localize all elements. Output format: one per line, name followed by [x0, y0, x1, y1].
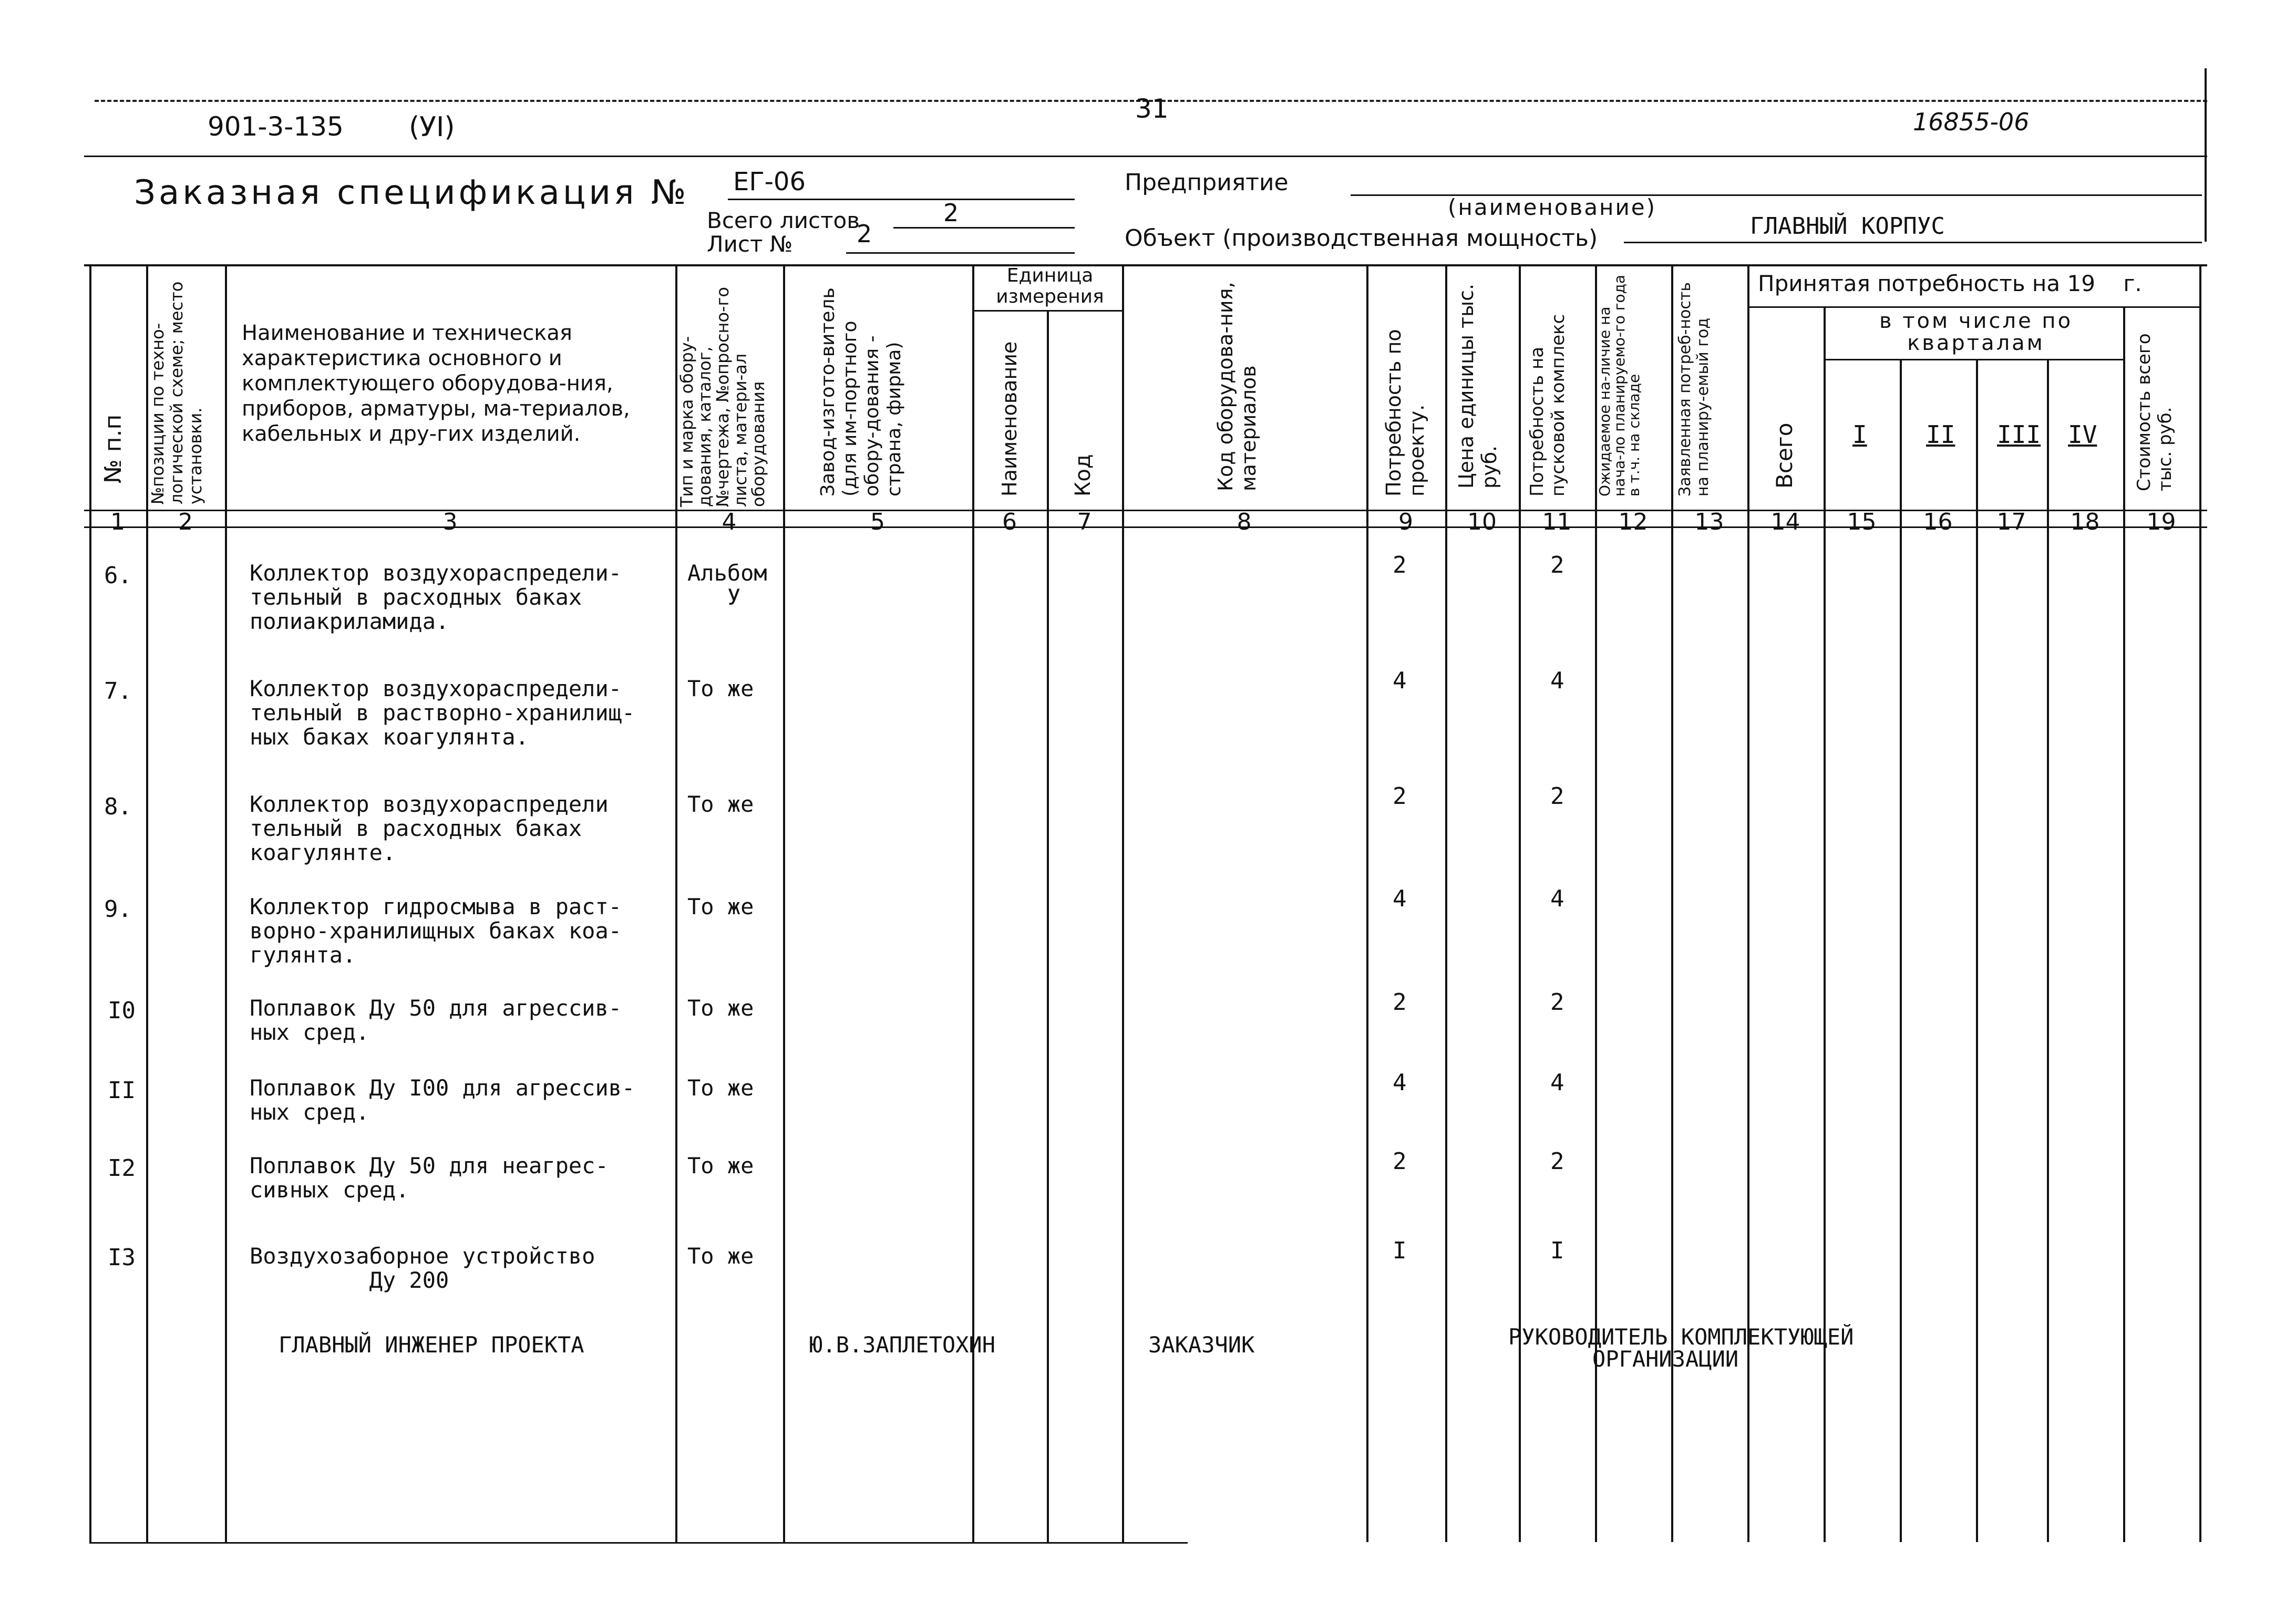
row-12-need: 2 — [1393, 1148, 1407, 1175]
chief-engineer-label: ГЛАВНЫЙ ИНЖЕНЕР ПРОЕКТА — [279, 1332, 584, 1358]
row-6-need: 2 — [1393, 552, 1407, 578]
table-top-border — [84, 264, 2207, 266]
sheet-label: Лист № — [707, 231, 793, 257]
row-6-number: 6. — [104, 562, 132, 589]
row-6-type: Альбом У — [687, 560, 767, 610]
row-11-number: II — [108, 1077, 136, 1104]
row-13-launch: I — [1550, 1237, 1564, 1264]
row-9-launch: 4 — [1550, 885, 1564, 912]
row-8-name: Коллектор воздухораспредели тельный в расходных баках коагулянте. — [250, 791, 609, 865]
row-6-launch: 2 — [1550, 552, 1564, 578]
row-13-need: I — [1393, 1237, 1407, 1264]
header-col-9: Потребность по проекту. — [1382, 329, 1428, 497]
customer-label: ЗАКАЗЧИК — [1148, 1332, 1255, 1358]
row-13-number: I3 — [108, 1244, 136, 1271]
doc-code: 901-3-135 — [208, 111, 344, 142]
header-col-10: Цена единицы тыс. руб. — [1455, 283, 1501, 489]
header-col-2: №позиции по техно-логической схеме; место установки. — [148, 281, 205, 504]
inventory-number: 16855-06 — [1913, 108, 2030, 136]
header-col-19: Стоимость всего тыс. руб. — [2134, 333, 2176, 491]
supplier-label-line1: РУКОВОДИТЕЛЬ КОМПЛЕКТУЮЩЕЙ — [1508, 1324, 1854, 1350]
row-7-type: То же — [687, 676, 754, 701]
row-12-number: I2 — [108, 1155, 136, 1182]
colnum-8: 8 — [1237, 509, 1252, 535]
colnum-14: 14 — [1770, 509, 1800, 535]
header-col-1: № п.п — [100, 414, 127, 483]
object-value: ГЛАВНЫЙ КОРПУС — [1750, 213, 1945, 240]
colnum-4: 4 — [722, 509, 737, 535]
header-col-3: Наименование и техническая характеристика основного и комплектующего оборудова-ния, приборов, арматуры, ма-териалов, кабельных и дру-гих изделий. — [242, 321, 630, 446]
colnum-10: 10 — [1467, 509, 1497, 535]
header-col-16: II — [1926, 420, 1955, 449]
row-8-type: То же — [687, 791, 754, 817]
header-col-7: Код — [1071, 454, 1095, 497]
row-9-name: Коллектор гидросмыва в раст- ворно-хранилищных баках коа- гулянта. — [250, 894, 622, 968]
row-7-number: 7. — [104, 678, 132, 705]
row-12-name: Поплавок Ду 50 для неагрес- сивных сред. — [250, 1153, 609, 1203]
header-col-18: IV — [2068, 420, 2097, 449]
row-13-type: То же — [687, 1243, 754, 1269]
colnum-6: 6 — [1002, 509, 1017, 535]
row-10-type: То же — [687, 995, 754, 1021]
header-col-8: Код оборудова-ния, материалов — [1214, 282, 1260, 491]
colnum-1: 1 — [110, 509, 125, 535]
row-9-type: То же — [687, 894, 754, 919]
chief-engineer-name: Ю.В.ЗАПЛЕТОХИН — [809, 1332, 996, 1358]
colnum-19: 19 — [2146, 509, 2176, 535]
header-col-6: Наименование — [998, 341, 1021, 497]
row-11-name: Поплавок Ду I00 для агрессив- ных сред. — [250, 1075, 635, 1125]
page-number: 31 — [1135, 94, 1169, 124]
year-suffix: г. — [2123, 271, 2142, 296]
row-7-name: Коллектор воздухораспредели- тельный в растворно-хранилищ- ных баках коагулянта. — [250, 676, 635, 750]
row-7-launch: 4 — [1550, 667, 1564, 694]
colnum-15: 15 — [1847, 509, 1877, 535]
colnum-7: 7 — [1077, 509, 1092, 535]
header-col-17: III — [1997, 420, 2041, 449]
supplier-label-line2: ОРГАНИЗАЦИИ — [1592, 1346, 1739, 1372]
enterprise-name-hint: (наименование) — [1448, 194, 1657, 220]
colnum-17: 17 — [1996, 509, 2026, 535]
row-12-type: То же — [687, 1153, 754, 1178]
row-6-name: Коллектор воздухораспредели- тельный в расходных баках полиакриламида. — [250, 560, 622, 634]
sheets-total: 2 — [943, 199, 959, 227]
colnum-3: 3 — [442, 509, 458, 535]
header-col-12: Ожидаемое на-личие на нача-ло планируемо-го года в т.ч. на складе — [1596, 274, 1643, 497]
row-8-launch: 2 — [1550, 783, 1564, 810]
page-title: Заказная спецификация № — [134, 173, 689, 212]
header-accepted-group: Принятая потребность на 19 г. — [1758, 271, 2142, 296]
header-col-5: Завод-изгото-витель (для им-портного обору-дования - страна, фирма) — [817, 287, 905, 497]
row-8-number: 8. — [104, 793, 132, 820]
header-quarter-group: в том числе по кварталам — [1879, 309, 2073, 355]
colnum-12: 12 — [1618, 509, 1648, 535]
header-col-11: Потребность на пусковой комплекс — [1527, 314, 1569, 497]
colnum-11: 11 — [1542, 509, 1572, 535]
row-9-need: 4 — [1393, 885, 1407, 912]
row-10-need: 2 — [1393, 989, 1407, 1016]
row-8-need: 2 — [1393, 783, 1407, 810]
colnum-5: 5 — [870, 509, 885, 535]
doc-code-suffix: (УI) — [409, 111, 455, 143]
header-col-13: Заявленная потреб-ность на планиру-емый год — [1676, 282, 1712, 497]
header-col-15: I — [1852, 420, 1867, 449]
row-11-type: То же — [687, 1075, 754, 1101]
colnum-9: 9 — [1398, 509, 1413, 535]
colnum-2: 2 — [178, 509, 193, 535]
row-11-launch: 4 — [1550, 1069, 1564, 1096]
row-7-need: 4 — [1393, 667, 1407, 694]
row-12-launch: 2 — [1550, 1148, 1564, 1175]
colnum-16: 16 — [1923, 509, 1953, 535]
sheets-total-label: Всего листов — [707, 208, 860, 233]
enterprise-label: Предприятие — [1125, 169, 1289, 196]
object-label: Объект (производственная мощность) — [1125, 225, 1598, 252]
spec-number: ЕГ-06 — [733, 167, 806, 197]
colnum-13: 13 — [1694, 509, 1724, 535]
row-10-launch: 2 — [1550, 989, 1564, 1016]
row-13-name: Воздухозаборное устройство Ду 200 — [250, 1243, 595, 1293]
header-col-14: Всего — [1772, 422, 1797, 489]
row-9-number: 9. — [104, 896, 132, 923]
header-unit-group: Единица измерения — [996, 265, 1104, 307]
colnum-18: 18 — [2070, 509, 2100, 535]
sheet-number: 2 — [857, 220, 872, 248]
row-11-need: 4 — [1393, 1069, 1407, 1096]
row-10-name: Поплавок Ду 50 для агрессив- ных сред. — [250, 995, 622, 1045]
row-10-number: I0 — [108, 997, 136, 1024]
header-col-4: Тип и марка обору-дования, каталог, №чертежа, №опросно-го листа, матери-ал оборудования — [677, 287, 768, 507]
